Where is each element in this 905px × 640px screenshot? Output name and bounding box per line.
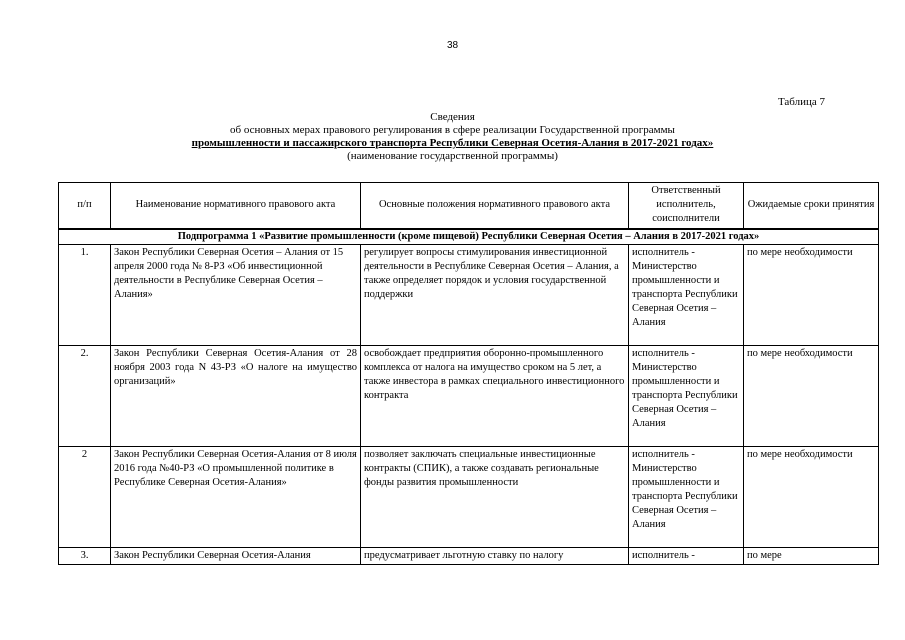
row-term: по мере	[744, 547, 879, 564]
row-num: 2	[59, 446, 111, 547]
row-term: по мере необходимости	[744, 446, 879, 547]
row-executor: исполнитель - Министерство промышленности и транспорта Республики Северная Осетия – Алания	[629, 345, 744, 446]
row-provisions: освобождает предприятия оборонно-промышленного комплекса от налога на имущество сроком на 5 лет, а также инвестора в рамках специального инвестиционного контракта	[361, 345, 629, 446]
table-row	[59, 345, 879, 446]
heading-subtitle: об основных мерах правового регулирования в сфере реализации Государственной программы	[230, 124, 675, 136]
table-row	[59, 547, 879, 564]
row-term: по мере необходимости	[744, 345, 879, 446]
row-executor: исполнитель -	[629, 547, 744, 564]
row-act: Закон Республики Северная Осетия-Алания от 8 июля 2016 года №40-РЗ «О промышленной политике в Республике Северная Осетия-Алания»	[111, 446, 361, 547]
heading-note: (наименование государственной программы)	[347, 150, 558, 162]
header-executor: Ответственный исполнитель, соисполнители	[629, 183, 744, 229]
heading-title: Сведения	[430, 111, 475, 123]
row-act: Закон Республики Северная Осетия-Алания от 28 ноября 2003 года N 43-РЗ «О налоге на имущество организаций»	[111, 345, 361, 446]
table-label: Таблица 7	[777, 96, 825, 108]
measures-table	[58, 182, 879, 565]
table-header-row	[59, 183, 879, 229]
row-provisions: позволяет заключать специальные инвестиционные контракты (СПИК), а также создавать региональные фонды развития промышленности	[361, 446, 629, 547]
header-term: Ожидаемые сроки принятия	[744, 183, 879, 229]
page-number: 38	[446, 40, 459, 51]
row-num: 3.	[59, 547, 111, 564]
table-row	[59, 244, 879, 345]
row-act: Закон Республики Северная Осетия – Алания от 15 апреля 2000 года № 8-РЗ «Об инвестиционной деятельности в Республике Северная Осетия – Алания»	[111, 244, 361, 345]
header-num: п/п	[59, 183, 111, 229]
subprogram-row	[59, 229, 879, 245]
row-provisions: регулирует вопросы стимулирования инвестиционной деятельности в Республике Северная Осетия – Алания, а также определяет порядок и условия государственной поддержки	[361, 244, 629, 345]
heading-program-name: промышленности и пассажирского транспорта Республики Северная Осетия-Алания в 2017-2021 годах»	[191, 137, 714, 149]
row-num: 2.	[59, 345, 111, 446]
header-act-name: Наименование нормативного правового акта	[111, 183, 361, 229]
subprogram-title: Подпрограмма 1 «Развитие промышленности (кроме пищевой) Республики Северная Осетия – Алания в 2017-2021 годах»	[59, 229, 879, 245]
row-executor: исполнитель - Министерство промышленности и транспорта Республики Северная Осетия – Алания	[629, 446, 744, 547]
row-provisions: предусматривает льготную ставку по налогу	[361, 547, 629, 564]
row-act: Закон Республики Северная Осетия-Алания	[111, 547, 361, 564]
table-row	[59, 446, 879, 547]
header-provisions: Основные положения нормативного правового акта	[361, 183, 629, 229]
row-term: по мере необходимости	[744, 244, 879, 345]
document-heading	[0, 111, 905, 163]
row-executor: исполнитель - Министерство промышленности и транспорта Республики Северная Осетия – Алания	[629, 244, 744, 345]
row-num: 1.	[59, 244, 111, 345]
